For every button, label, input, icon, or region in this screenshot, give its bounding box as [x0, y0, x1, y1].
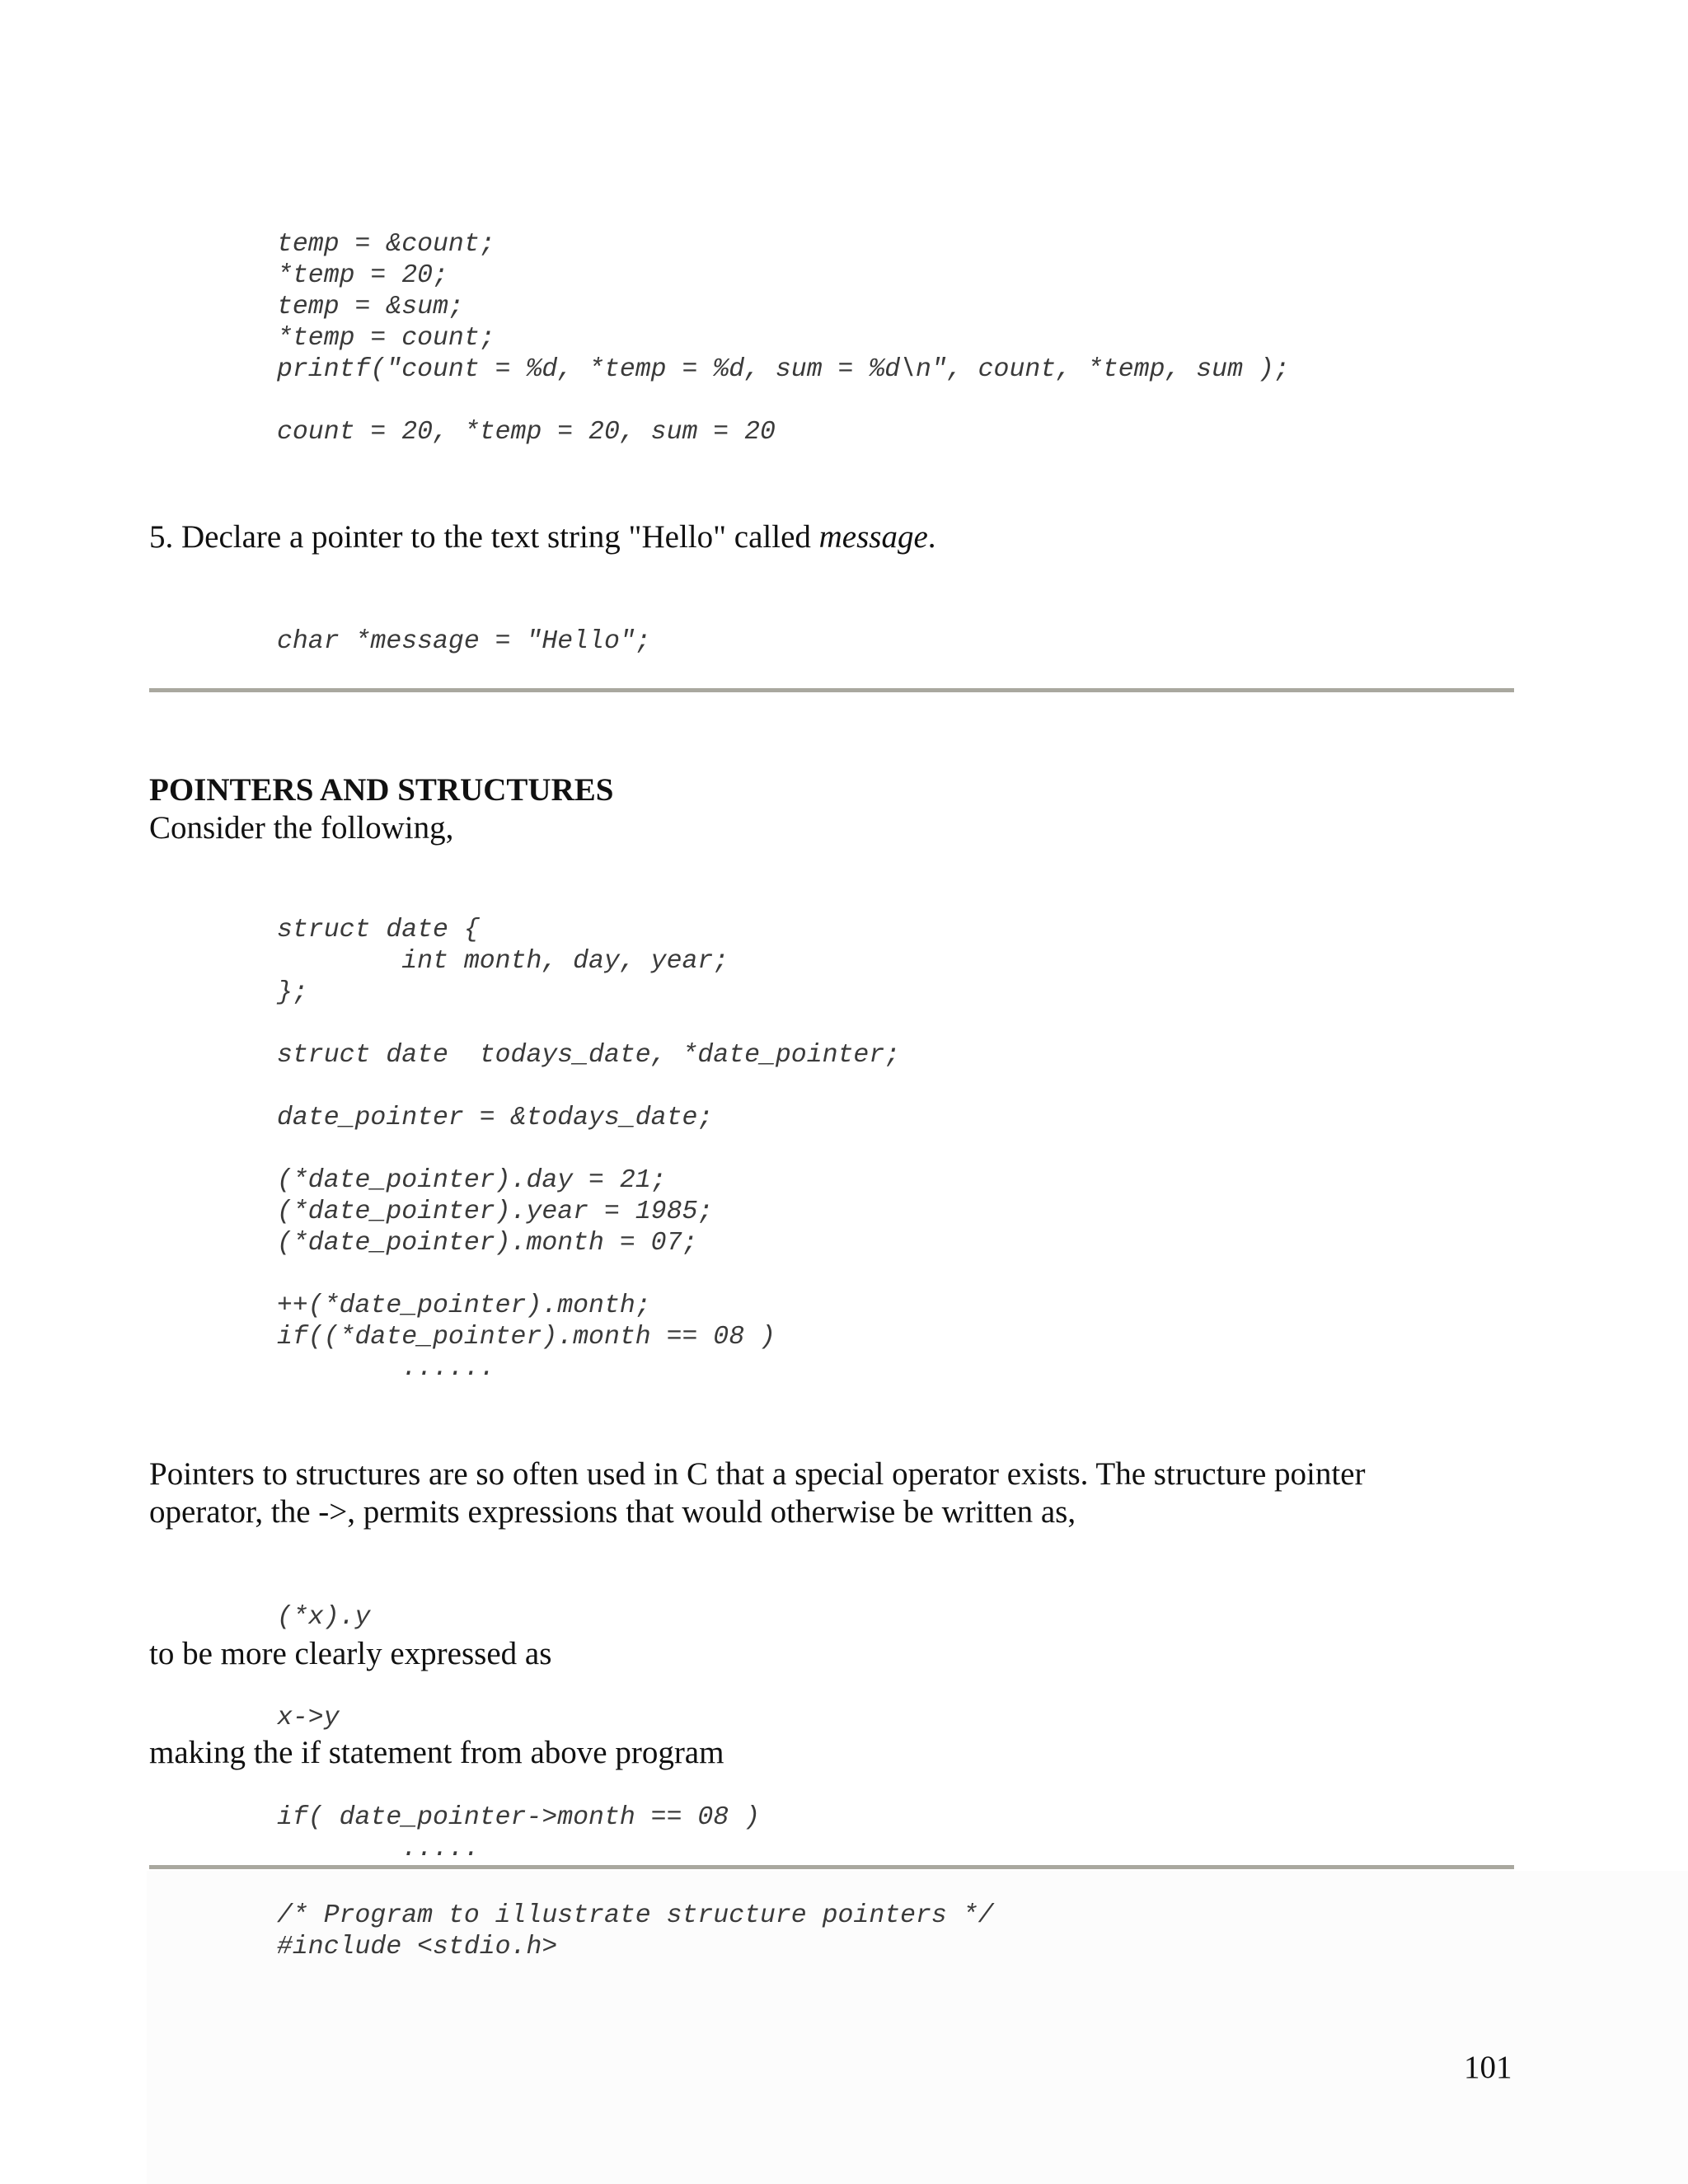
- code-line: (*date_pointer).month = 07;: [277, 1229, 698, 1258]
- code-line: /* Program to illustrate structure pointers */: [277, 1901, 994, 1930]
- horizontal-divider: [149, 688, 1514, 692]
- text-clearly-expressed: to be more clearly expressed as: [149, 1636, 552, 1671]
- code-line: *temp = 20;: [277, 261, 448, 290]
- code-line: *temp = count;: [277, 324, 495, 353]
- code-line: [277, 1071, 900, 1103]
- question-5: [149, 518, 936, 556]
- code-block-program-listing: [277, 1900, 994, 1963]
- code-line: .....: [277, 1835, 480, 1863]
- code-line: };: [277, 978, 308, 1007]
- code-line: printf("count = %d, *temp = %d, sum = %d\n", count, *temp, sum );: [277, 355, 1290, 384]
- code-line: [277, 1134, 900, 1165]
- code-expression-dereference: [277, 1602, 370, 1633]
- code-line: (*x).y: [277, 1603, 371, 1632]
- code-line: x->y: [277, 1704, 340, 1732]
- code-line: #include <stdio.h>: [277, 1933, 558, 1961]
- code-line: count = 20, *temp = 20, sum = 20: [277, 418, 776, 447]
- code-line: int month, day, year;: [277, 947, 729, 976]
- code-line: temp = &count;: [277, 230, 495, 259]
- code-line: char *message = "Hello";: [277, 627, 651, 656]
- code-line: struct date {: [277, 916, 480, 944]
- code-line: ......: [277, 1354, 495, 1383]
- paragraph-line: Pointers to structures are so often used in C that a special operator exists. The structure pointer: [149, 1456, 1366, 1492]
- code-line: (*date_pointer).year = 1985;: [277, 1197, 714, 1226]
- text-making-if-statement: making the if statement from above program: [149, 1735, 724, 1770]
- code-block-pointer-assignments: [277, 229, 1290, 448]
- code-block-struct-date: [277, 915, 900, 1385]
- code-line: struct date todays_date, *date_pointer;: [277, 1041, 901, 1070]
- horizontal-divider: [149, 1865, 1514, 1869]
- paragraph-line: operator, the ->, permits expressions that would otherwise be written as,: [149, 1494, 1076, 1530]
- question-5-end: .: [927, 519, 936, 555]
- code-line: (*date_pointer).day = 21;: [277, 1166, 667, 1195]
- code-line: [277, 386, 1290, 417]
- section-intro: Consider the following,: [149, 810, 454, 846]
- question-5-text: 5. Declare a pointer to the text string "Hello" called: [149, 519, 819, 555]
- page-number: 101: [1464, 2050, 1512, 2085]
- code-line: [277, 1259, 900, 1291]
- code-block-if-arrow: [277, 1802, 760, 1865]
- section-heading: POINTERS AND STRUCTURES: [149, 772, 614, 808]
- question-5-emphasis: message: [818, 519, 928, 555]
- paragraph-structure-pointer-operator: [149, 1455, 1365, 1531]
- code-line: if( date_pointer->month == 08 ): [277, 1803, 760, 1832]
- code-expression-arrow: [277, 1703, 340, 1734]
- code-line: temp = &sum;: [277, 293, 464, 321]
- code-line: date_pointer = &todays_date;: [277, 1104, 714, 1132]
- code-block-message-declaration: [277, 626, 651, 658]
- code-line: [277, 1009, 900, 1040]
- code-line: ++(*date_pointer).month;: [277, 1291, 651, 1320]
- code-line: if((*date_pointer).month == 08 ): [277, 1323, 776, 1352]
